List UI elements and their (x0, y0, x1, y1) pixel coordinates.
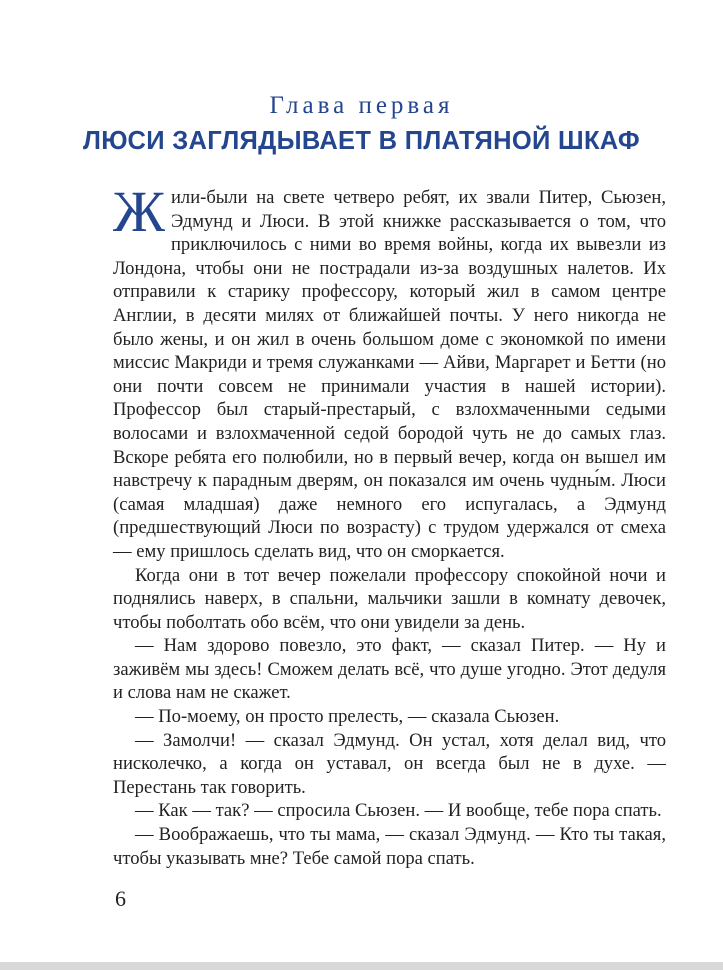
paragraph-5: — Замолчи! — сказал Эдмунд. Он устал, хотя делал вид, что нисколечко, а когда он уставал, он всегда был не в духе. — Перестань так говорить. (113, 729, 666, 798)
paragraph-4: — По-моему, он просто прелесть, — сказала Сьюзен. (135, 706, 560, 728)
chapter-label: Глава первая (269, 92, 454, 119)
paragraph-6: — Как — так? — спросила Сьюзен. — И вообще, тебе пора спать. (135, 800, 662, 822)
paragraph-3: — Нам здорово повезло, это факт, — сказал Питер. — Ну и заживём мы здесь! Сможем делать всё, что душе угодно. Этот дедуля и слова нам не скажет. (113, 635, 666, 704)
chapter-title: ЛЮСИ ЗАГЛЯДЫВАЕТ В ПЛАТЯНОЙ ШКАФ (83, 127, 640, 155)
page-number: 6 (115, 886, 126, 911)
paragraph-2: Когда они в тот вечер пожелали профессору спокойной ночи и поднялись наверх, в спальни, мальчики зашли в комнату девочек, чтобы поболтать обо всём, что они увидели за день. (113, 564, 666, 633)
paragraph-7: — Воображаешь, что ты мама, — сказал Эдмунд. — Кто ты такая, чтобы указывать мне? Тебе самой пора спать. (113, 824, 666, 869)
paragraph-1-text: или-были на свете четверо ребят, их звали Питер, Сьюзен, Эдмунд и Люси. В этой книжке рассказывается о том, что приключилось с ними во время войны, когда их вывезли из Лондона, чтобы они не пострадали из-за воздушных налетов. Их отправили к старику профессору, который жил в самом центре Англии, в десяти милях от ближайшей почты. У него никогда не было жены, и он жил в очень большом доме с экономкой по имени миссис Макриди и тремя служанками — Айви, Маргарет и Бетти (но они почти совсем не принимали участия в нашей истории). Профессор был старый-престарый, с взлохмаченными седыми волосами и взлохмаченной седой бородой чуть не до самых глаз. Вскоре ребята его полюбили, но в первый вечер, когда он вышел им навстречу к парадным дверям, он показался им очень чудны́м. Люси (самая младшая) даже немного его испугалась, а Эдмунд (предшествующий Люси по возрасту) с трудом удержался от смеха — ему пришлось сделать вид, что он сморкается. (113, 187, 666, 562)
bottom-edge (0, 962, 723, 970)
chapter-text (113, 179, 666, 870)
paragraph-1 (113, 179, 666, 564)
drop-cap: Ж (113, 179, 165, 244)
